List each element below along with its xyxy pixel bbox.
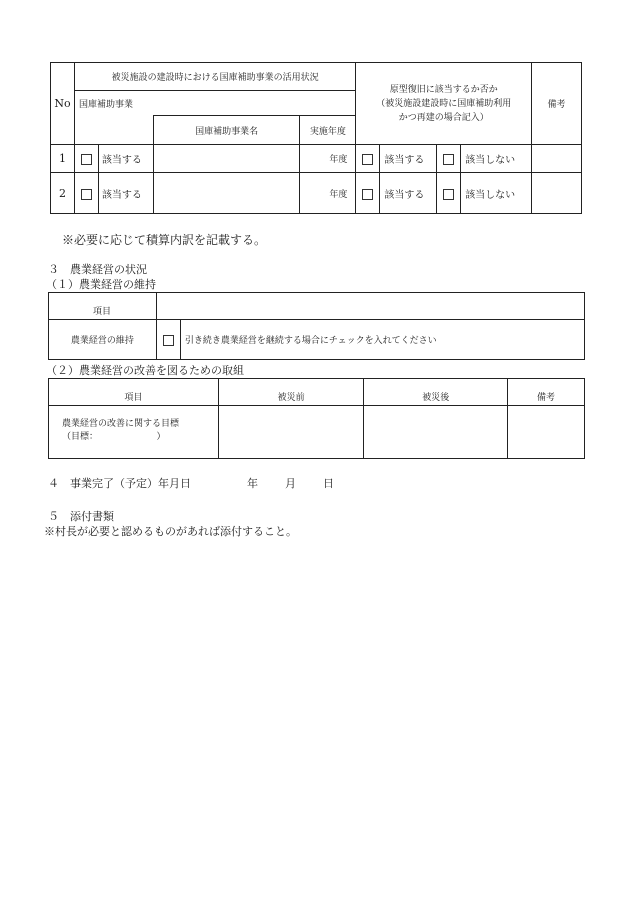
- restore-no-label: 該当しない: [461, 173, 532, 214]
- item-header: 項目: [49, 379, 219, 406]
- improvement-goal-cell: [49, 406, 219, 459]
- year-cell[interactable]: 年度: [300, 145, 356, 173]
- table-row: [51, 145, 582, 173]
- applicable-checkbox[interactable]: [74, 145, 98, 173]
- subsidy-name-cell[interactable]: [153, 145, 300, 173]
- remarks-header: 備考: [532, 63, 582, 145]
- subsidy-usage-header: 被災施設の建設時における国庫補助事業の活用状況: [74, 63, 355, 91]
- farm-improvement-table: [48, 378, 585, 459]
- row-number: 1: [51, 145, 75, 173]
- section4-title: ４ 事業完了（予定）年月日: [48, 477, 191, 490]
- restore-yes-label: 該当する: [380, 173, 437, 214]
- subsidy-table: [50, 62, 582, 214]
- section3-sub1: （１）農業経営の維持: [46, 278, 156, 291]
- after-disaster-header: 被災後: [364, 379, 508, 406]
- completion-day: 日: [323, 477, 334, 490]
- section3-title: ３ 農業経営の状況: [48, 263, 147, 276]
- restore-no-checkbox[interactable]: [437, 145, 461, 173]
- farm-maintenance-table: [48, 292, 585, 360]
- remarks-header: 備考: [508, 379, 585, 406]
- section3-sub2: （２）農業経営の改善を図るための取組: [46, 364, 244, 377]
- improvement-goal-target: （目標： ）: [62, 432, 166, 442]
- restore-yes-checkbox[interactable]: [356, 173, 380, 214]
- subsidy-header: 国庫補助事業: [74, 91, 355, 116]
- applicable-label: 該当する: [98, 145, 153, 173]
- year-header: 実施年度: [300, 116, 356, 145]
- applicable-checkbox[interactable]: [74, 173, 98, 214]
- maintenance-instruction: 引き続き農業経営を継続する場合にチェックを入れてください: [180, 320, 584, 360]
- restore-header: [356, 63, 532, 145]
- maintenance-label: 農業経営の維持: [49, 320, 157, 360]
- after-disaster-cell[interactable]: [364, 406, 508, 459]
- subsidy-name-header: 国庫補助事業名: [153, 116, 300, 145]
- before-disaster-cell[interactable]: [218, 406, 364, 459]
- before-disaster-header: 被災前: [218, 379, 364, 406]
- applicable-label: 該当する: [98, 173, 153, 214]
- improvement-goal-label: 農業経営の改善に関する目標: [62, 419, 180, 429]
- table-row: [51, 173, 582, 214]
- completion-month: 月: [285, 477, 296, 490]
- restore-yes-label: 該当する: [380, 145, 437, 173]
- row-number: 2: [51, 173, 75, 214]
- restore-header-line3: かつ再建の場合記入）: [398, 112, 489, 123]
- no-header: No: [51, 63, 75, 145]
- subsidy-name-cell[interactable]: [153, 173, 300, 214]
- section5-title: ５ 添付書類: [48, 510, 114, 523]
- remarks-cell[interactable]: [532, 173, 582, 214]
- attachment-note: ※村長が必要と認めるものがあれば添付すること。: [44, 525, 297, 538]
- completion-year: 年: [247, 477, 258, 490]
- maintenance-checkbox[interactable]: [156, 320, 180, 360]
- restore-header-line2: （被災施設建設時に国庫補助利用: [376, 98, 512, 109]
- remarks-cell[interactable]: [508, 406, 585, 459]
- estimate-note: ※必要に応じて積算内訳を記載する。: [62, 233, 267, 247]
- blank-cell: [74, 116, 153, 145]
- restore-no-checkbox[interactable]: [437, 173, 461, 214]
- year-cell[interactable]: 年度: [300, 173, 356, 214]
- remarks-cell[interactable]: [532, 145, 582, 173]
- restore-header-line1: 原型復旧に該当するか否か: [389, 84, 498, 95]
- restore-no-label: 該当しない: [461, 145, 532, 173]
- restore-yes-checkbox[interactable]: [356, 145, 380, 173]
- header-blank: [156, 293, 584, 320]
- item-header: 項目: [49, 293, 157, 320]
